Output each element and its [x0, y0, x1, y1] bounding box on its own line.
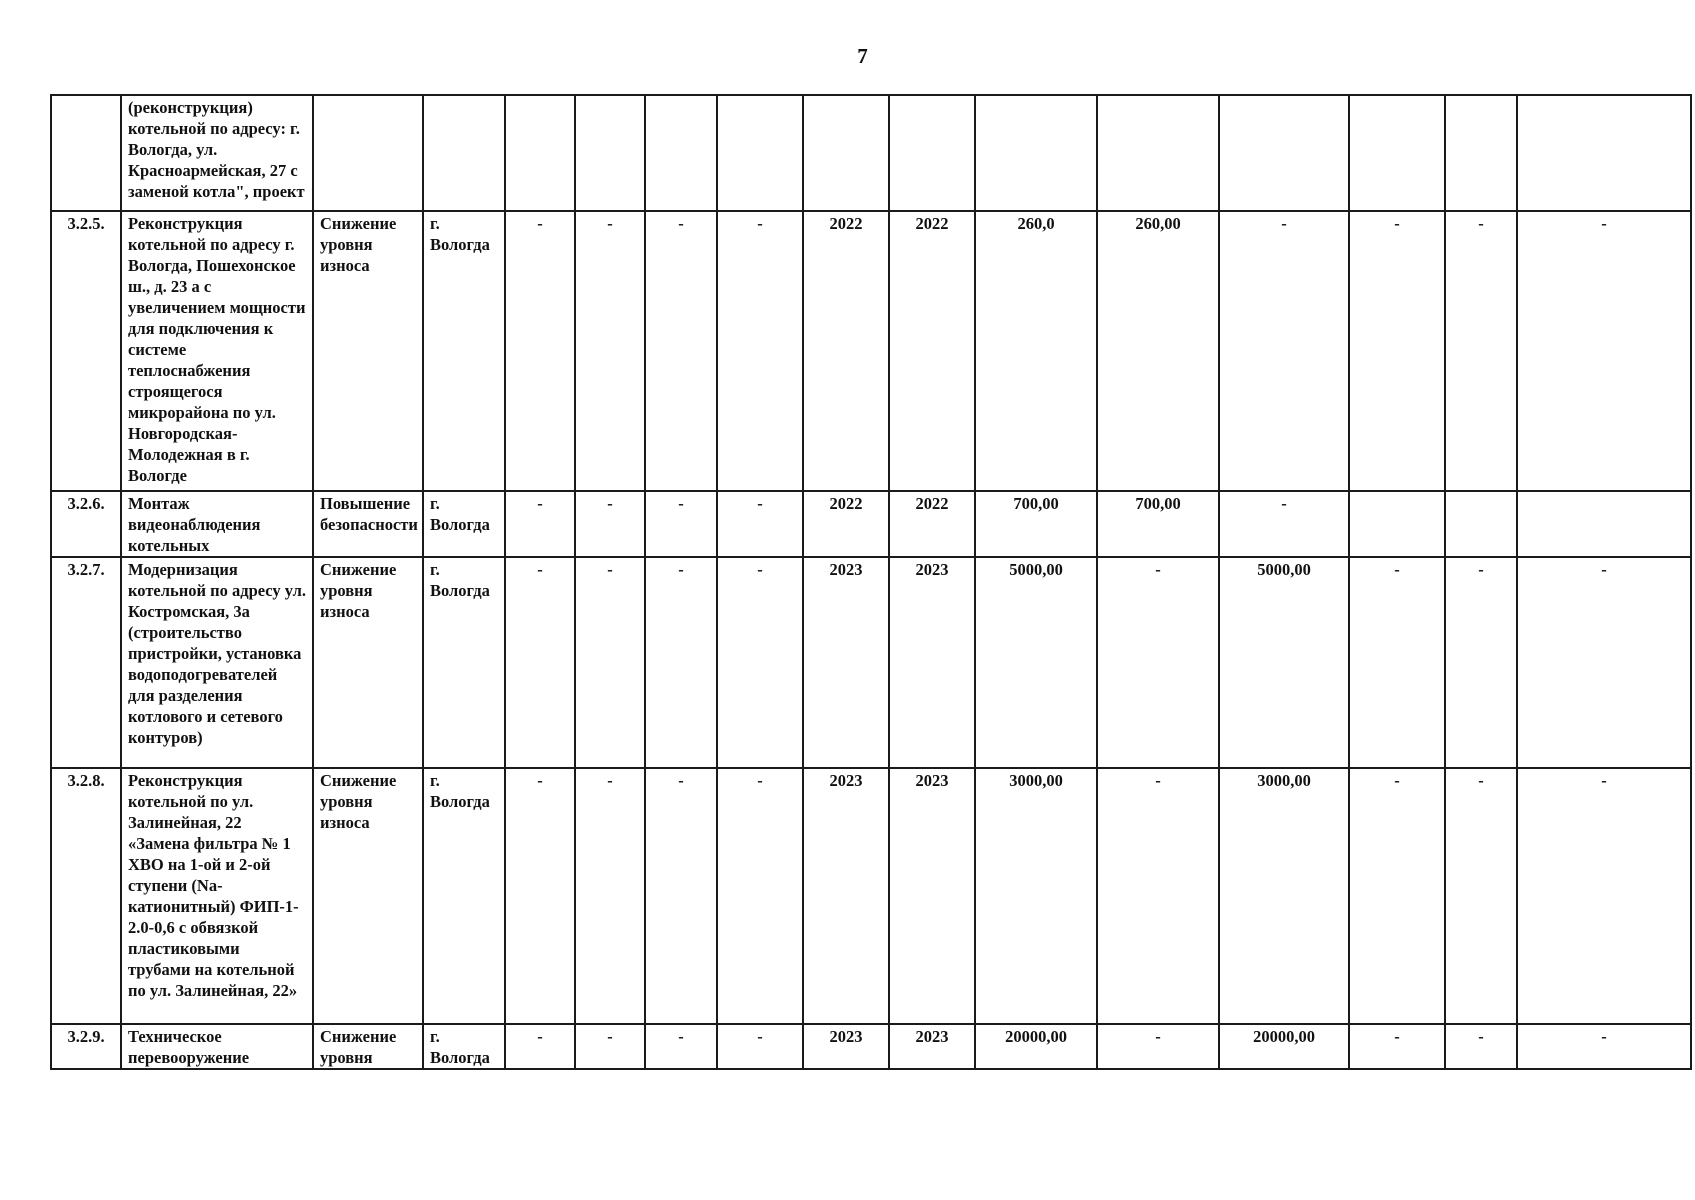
item-number: 3.2.5.	[51, 211, 121, 491]
item-cell: -	[575, 557, 645, 768]
item-name: Реконструкция котельной по ул. Залинейная, 22 «Замена фильтра № 1 ХВО на 1-ой и 2-ой ступени (Na-катионитный) ФИП-1-2.0-0,6 с обвязкой пластиковыми трубами на котельной по ул. Залинейная, 22»	[121, 768, 313, 1024]
item-sum-2023	[1219, 95, 1349, 211]
item-cell: -	[717, 211, 803, 491]
item-cell: -	[505, 491, 575, 557]
item-goal: Повышение безопасности	[313, 491, 423, 557]
item-cell: -	[1349, 211, 1445, 491]
item-cell: -	[645, 491, 717, 557]
item-total: 20000,00	[975, 1024, 1097, 1069]
item-number	[51, 95, 121, 211]
item-year-start: 2023	[803, 557, 889, 768]
item-place: г. Вологда	[423, 557, 505, 768]
item-year-end: 2022	[889, 211, 975, 491]
item-name: (реконструкция) котельной по адресу: г. Вологда, ул. Красноармейская, 27 с заменой котла", проект	[121, 95, 313, 211]
item-cell: -	[645, 557, 717, 768]
item-year-start	[803, 95, 889, 211]
item-cell: -	[1517, 1024, 1691, 1069]
item-cell: -	[1517, 768, 1691, 1024]
item-number: 3.2.8.	[51, 768, 121, 1024]
item-cell: -	[717, 1024, 803, 1069]
page-number: 7	[857, 44, 868, 68]
item-cell	[1349, 491, 1445, 557]
item-place: г. Вологда	[423, 1024, 505, 1069]
item-goal: Снижение уровня	[313, 1024, 423, 1069]
item-cell: -	[1517, 211, 1691, 491]
item-cell: -	[1445, 1024, 1517, 1069]
item-name: Реконструкция котельной по адресу г. Вологда, Пошехонское ш., д. 23 а с увеличением мощности для подключения к системе теплоснабжения строящегося микрорайона по ул. Новгородская-Молодежная в г. Вологде	[121, 211, 313, 491]
item-cell	[717, 95, 803, 211]
item-cell: -	[575, 768, 645, 1024]
item-sum-2023: 20000,00	[1219, 1024, 1349, 1069]
item-year-start: 2022	[803, 211, 889, 491]
item-cell	[1445, 491, 1517, 557]
item-year-end: 2022	[889, 491, 975, 557]
item-sum-2022	[1097, 95, 1219, 211]
item-year-start: 2023	[803, 1024, 889, 1069]
item-cell: -	[1517, 557, 1691, 768]
table-row	[51, 95, 1691, 211]
table-row	[51, 1024, 1691, 1069]
item-cell: -	[645, 1024, 717, 1069]
item-year-end: 2023	[889, 768, 975, 1024]
item-sum-2023: 5000,00	[1219, 557, 1349, 768]
item-cell	[1349, 95, 1445, 211]
item-goal	[313, 95, 423, 211]
item-cell: -	[1349, 768, 1445, 1024]
item-place: г. Вологда	[423, 211, 505, 491]
table-row	[51, 211, 1691, 491]
item-cell: -	[1349, 1024, 1445, 1069]
item-cell: -	[717, 768, 803, 1024]
investment-program-table	[50, 94, 1692, 1070]
item-cell: -	[1445, 557, 1517, 768]
item-name: Модернизация котельной по адресу ул. Костромская, 3а (строительство пристройки, установка водоподогревателей для разделения котлового и сетевого контуров)	[121, 557, 313, 768]
item-cell: -	[575, 211, 645, 491]
item-cell: -	[575, 1024, 645, 1069]
item-cell: -	[1445, 211, 1517, 491]
item-total	[975, 95, 1097, 211]
item-sum-2022: -	[1097, 1024, 1219, 1069]
item-name: Монтаж видеонаблюдения котельных	[121, 491, 313, 557]
item-goal: Снижение уровня износа	[313, 211, 423, 491]
item-cell: -	[505, 768, 575, 1024]
item-sum-2022: -	[1097, 768, 1219, 1024]
item-cell: -	[717, 491, 803, 557]
item-total: 3000,00	[975, 768, 1097, 1024]
item-cell: -	[575, 491, 645, 557]
item-place	[423, 95, 505, 211]
table-row	[51, 491, 1691, 557]
item-year-end	[889, 95, 975, 211]
item-year-end: 2023	[889, 557, 975, 768]
item-sum-2022: 260,00	[1097, 211, 1219, 491]
item-sum-2023: -	[1219, 491, 1349, 557]
item-place: г. Вологда	[423, 768, 505, 1024]
item-cell: -	[645, 211, 717, 491]
item-cell	[1445, 95, 1517, 211]
item-cell: -	[505, 211, 575, 491]
item-sum-2022: 700,00	[1097, 491, 1219, 557]
item-total: 700,00	[975, 491, 1097, 557]
item-cell: -	[505, 557, 575, 768]
item-cell	[1517, 95, 1691, 211]
item-goal: Снижение уровня износа	[313, 557, 423, 768]
item-cell	[505, 95, 575, 211]
item-cell: -	[645, 768, 717, 1024]
item-year-start: 2022	[803, 491, 889, 557]
item-total: 260,0	[975, 211, 1097, 491]
item-cell: -	[717, 557, 803, 768]
item-total: 5000,00	[975, 557, 1097, 768]
item-goal: Снижение уровня износа	[313, 768, 423, 1024]
item-cell	[645, 95, 717, 211]
table-row	[51, 557, 1691, 768]
item-number: 3.2.6.	[51, 491, 121, 557]
item-cell: -	[1349, 557, 1445, 768]
item-sum-2022: -	[1097, 557, 1219, 768]
item-sum-2023: 3000,00	[1219, 768, 1349, 1024]
item-name: Техническое перевооружение	[121, 1024, 313, 1069]
item-number: 3.2.7.	[51, 557, 121, 768]
item-number: 3.2.9.	[51, 1024, 121, 1069]
item-cell: -	[1445, 768, 1517, 1024]
item-cell: -	[505, 1024, 575, 1069]
item-sum-2023: -	[1219, 211, 1349, 491]
table-row	[51, 768, 1691, 1024]
item-year-end: 2023	[889, 1024, 975, 1069]
item-year-start: 2023	[803, 768, 889, 1024]
item-place: г. Вологда	[423, 491, 505, 557]
item-cell	[1517, 491, 1691, 557]
item-cell	[575, 95, 645, 211]
